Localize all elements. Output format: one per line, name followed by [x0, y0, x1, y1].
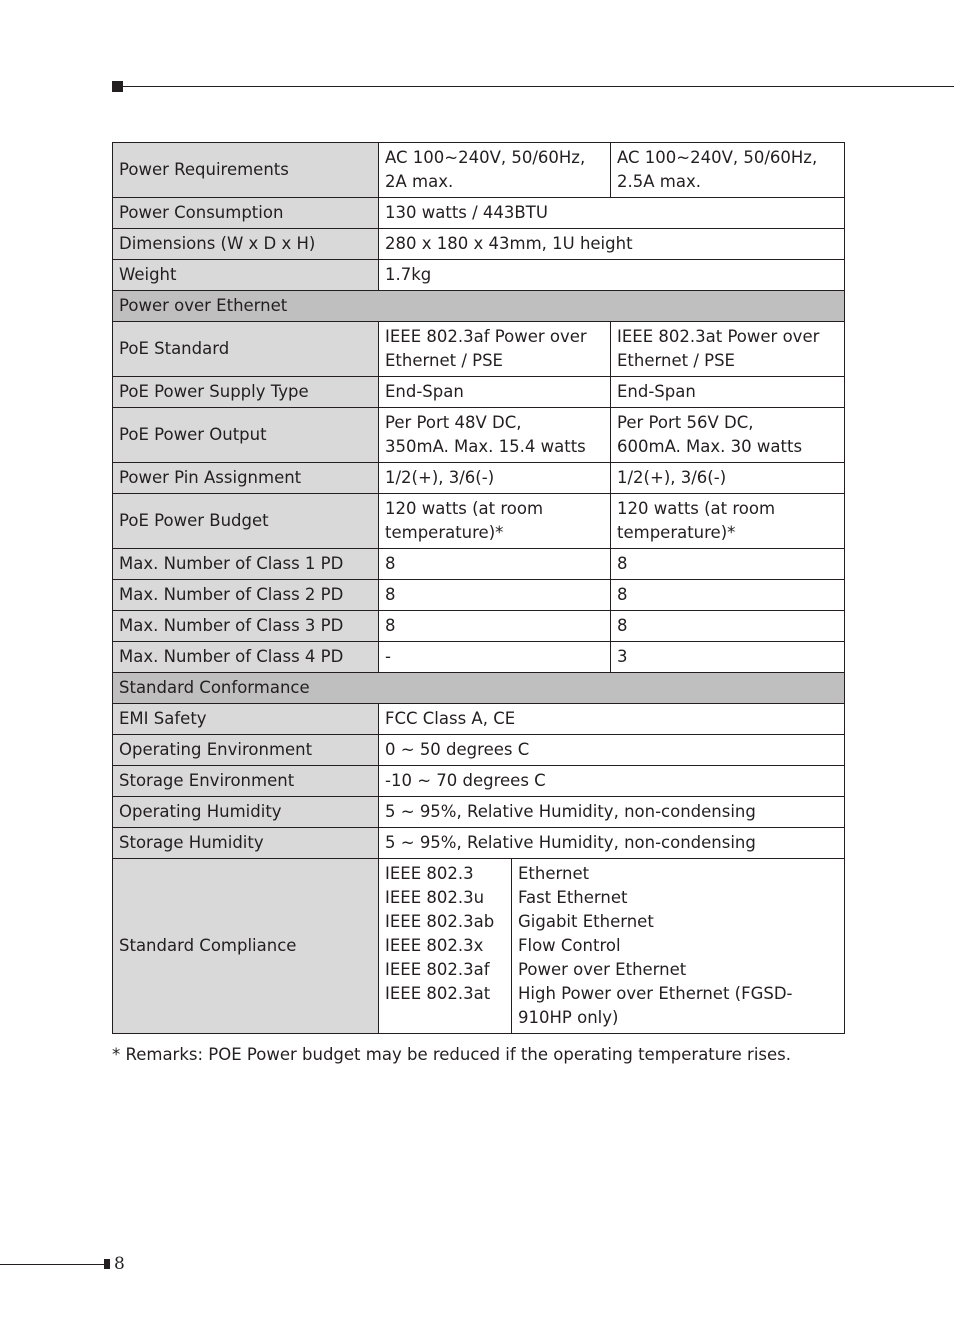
- spec-label: [113, 549, 379, 580]
- spec-value-af-text: 8: [385, 616, 396, 635]
- compliance-descriptions: [512, 859, 845, 1034]
- spec-value-af: [379, 642, 611, 673]
- spec-value-af: [379, 494, 611, 549]
- spec-label-text: PoE Power Output: [119, 425, 267, 444]
- spec-value-text: 280 x 180 x 43mm, 1U height: [385, 234, 633, 253]
- spec-value-at: [611, 580, 845, 611]
- spec-value-at: [611, 611, 845, 642]
- spec-label: [113, 494, 379, 549]
- spec-label: [113, 143, 379, 198]
- spec-value-at-text: AC 100~240V, 50/60Hz, 2.5A max.: [617, 148, 818, 191]
- spec-label: [113, 611, 379, 642]
- spec-value-text: 0 ~ 50 degrees C: [385, 740, 530, 759]
- spec-value-at-text: 3: [617, 647, 628, 666]
- section-header-row: [113, 291, 845, 322]
- table-row: [113, 828, 845, 859]
- spec-value: [379, 704, 845, 735]
- spec-label: [113, 797, 379, 828]
- compliance-descriptions-text: Ethernet Fast Ethernet Gigabit Ethernet Flow Control Power over Ethernet High Power over Ethernet (FGSD- 910HP only): [518, 864, 793, 1027]
- spec-label: [113, 198, 379, 229]
- spec-label-text: Operating Environment: [119, 740, 313, 759]
- spec-value-af: [379, 408, 611, 463]
- spec-value-at: [611, 642, 845, 673]
- spec-label: [113, 828, 379, 859]
- compliance-standards: [379, 859, 512, 1034]
- spec-value-af-text: 120 watts (at room temperature)*: [385, 499, 544, 542]
- spec-value: [379, 198, 845, 229]
- table-row: [113, 704, 845, 735]
- spec-value: [379, 229, 845, 260]
- table-row: [113, 260, 845, 291]
- compliance-label: Standard Compliance: [113, 859, 379, 1034]
- table-row: [113, 229, 845, 260]
- spec-label-text: Power Consumption: [119, 203, 284, 222]
- spec-table-body: [113, 143, 845, 1034]
- table-row: [113, 198, 845, 229]
- spec-label-text: PoE Standard: [119, 339, 230, 358]
- spec-value-at: [611, 549, 845, 580]
- spec-value-at: [611, 408, 845, 463]
- spec-label-text: Power Pin Assignment: [119, 468, 302, 487]
- spec-label: [113, 704, 379, 735]
- spec-label-text: PoE Power Budget: [119, 511, 269, 530]
- spec-value-at-text: 1/2(+), 3/6(-): [617, 468, 727, 487]
- spec-label: [113, 408, 379, 463]
- section-header-row: [113, 673, 845, 704]
- spec-label: [113, 322, 379, 377]
- table-row: [113, 463, 845, 494]
- spec-value: [379, 260, 845, 291]
- spec-value-at-text: Per Port 56V DC, 600mA. Max. 30 watts: [617, 413, 803, 456]
- spec-value-at-text: 120 watts (at room temperature)*: [617, 499, 776, 542]
- spec-value-af-text: End-Span: [385, 382, 464, 401]
- spec-value-af: [379, 463, 611, 494]
- spec-label-text: Storage Humidity: [119, 833, 264, 852]
- spec-value-af-text: 8: [385, 585, 396, 604]
- spec-label-text: Weight: [119, 265, 177, 284]
- spec-value-at-text: 8: [617, 585, 628, 604]
- spec-table: [112, 142, 845, 1034]
- spec-value: [379, 797, 845, 828]
- footer-marker: [104, 1259, 110, 1269]
- spec-label: [113, 260, 379, 291]
- remarks-note: * Remarks: POE Power budget may be reduced if the operating temperature rises.: [112, 1045, 792, 1064]
- table-row: [113, 797, 845, 828]
- table-row: [113, 735, 845, 766]
- table-row: [113, 408, 845, 463]
- spec-value: [379, 735, 845, 766]
- spec-label: [113, 377, 379, 408]
- spec-value-text: 5 ~ 95%, Relative Humidity, non-condensing: [385, 802, 756, 821]
- spec-value-at: [611, 377, 845, 408]
- spec-value-at-text: 8: [617, 616, 628, 635]
- spec-label-text: Power Requirements: [119, 160, 289, 179]
- spec-label-text: Dimensions (W x D x H): [119, 234, 316, 253]
- spec-value-af: [379, 549, 611, 580]
- table-row: [113, 322, 845, 377]
- table-row-compliance: [113, 859, 845, 1034]
- table-row: [113, 494, 845, 549]
- spec-value-af-text: IEEE 802.3af Power over Ethernet / PSE: [385, 327, 587, 370]
- spec-label-text: Max. Number of Class 3 PD: [119, 616, 344, 635]
- spec-label: [113, 229, 379, 260]
- spec-label-text: Operating Humidity: [119, 802, 282, 821]
- footer-rule: [0, 1264, 104, 1265]
- spec-label-text: Max. Number of Class 2 PD: [119, 585, 344, 604]
- section-header: [113, 673, 845, 704]
- section-header-text: Standard Conformance: [119, 678, 310, 697]
- spec-value-af-text: 1/2(+), 3/6(-): [385, 468, 495, 487]
- spec-value-af: [379, 143, 611, 198]
- table-row: [113, 766, 845, 797]
- spec-value-text: 5 ~ 95%, Relative Humidity, non-condensing: [385, 833, 756, 852]
- section-header-text: Power over Ethernet: [119, 296, 288, 315]
- spec-label-text: Storage Environment: [119, 771, 295, 790]
- spec-value-at: [611, 463, 845, 494]
- spec-value-af-text: AC 100~240V, 50/60Hz, 2A max.: [385, 148, 586, 191]
- table-row: [113, 611, 845, 642]
- spec-value-af: [379, 322, 611, 377]
- spec-label: [113, 735, 379, 766]
- spec-label: [113, 766, 379, 797]
- compliance-standards-text: IEEE 802.3 IEEE 802.3u IEEE 802.3ab IEEE 802.3x IEEE 802.3af IEEE 802.3at: [385, 864, 495, 1003]
- spec-value-at-text: IEEE 802.3at Power over Ethernet / PSE: [617, 327, 820, 370]
- spec-label-text: Max. Number of Class 4 PD: [119, 647, 344, 666]
- spec-value-text: -10 ~ 70 degrees C: [385, 771, 546, 790]
- table-row: [113, 377, 845, 408]
- spec-value: [379, 766, 845, 797]
- spec-value-af-text: -: [385, 647, 391, 666]
- spec-value-af: [379, 580, 611, 611]
- spec-value-text: 1.7kg: [385, 265, 432, 284]
- table-row: [113, 642, 845, 673]
- spec-label-text: Max. Number of Class 1 PD: [119, 554, 344, 573]
- spec-value-af: [379, 611, 611, 642]
- spec-value-at: [611, 494, 845, 549]
- section-header: [113, 291, 845, 322]
- page-number: 8: [114, 1254, 125, 1274]
- spec-value-af: [379, 377, 611, 408]
- table-row: [113, 580, 845, 611]
- spec-label-text: EMI Safety: [119, 709, 207, 728]
- spec-label-text: PoE Power Supply Type: [119, 382, 309, 401]
- spec-value-text: 130 watts / 443BTU: [385, 203, 548, 222]
- spec-label: [113, 463, 379, 494]
- spec-value-at-text: End-Span: [617, 382, 696, 401]
- spec-value-text: FCC Class A, CE: [385, 709, 516, 728]
- spec-value-at: [611, 143, 845, 198]
- spec-value-at: [611, 322, 845, 377]
- spec-label: [113, 642, 379, 673]
- spec-value-af-text: 8: [385, 554, 396, 573]
- spec-value-at-text: 8: [617, 554, 628, 573]
- spec-value-af-text: Per Port 48V DC, 350mA. Max. 15.4 watts: [385, 413, 586, 456]
- spec-label: [113, 580, 379, 611]
- table-row: [113, 143, 845, 198]
- table-row: [113, 549, 845, 580]
- header-rule: [122, 86, 954, 87]
- spec-value: [379, 828, 845, 859]
